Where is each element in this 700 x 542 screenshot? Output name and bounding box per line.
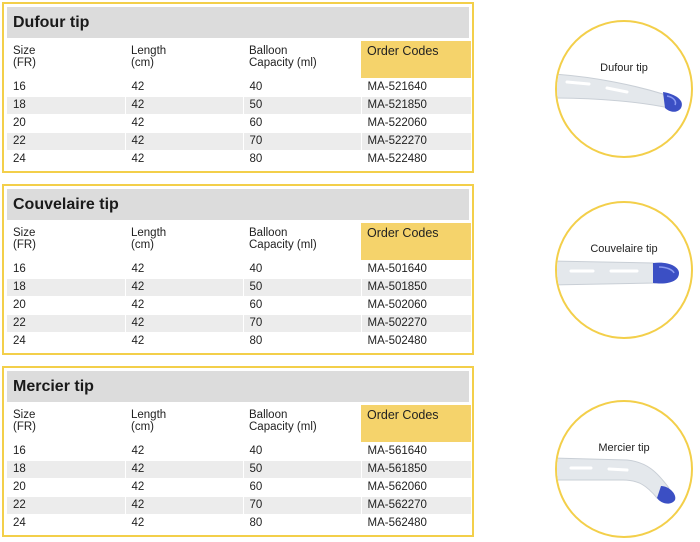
- length-header: Length (cm): [131, 409, 167, 433]
- order-code: MA-561640: [361, 443, 471, 461]
- table-row: 20 42 60 MA-562060: [7, 479, 471, 497]
- order-code: MA-502480: [361, 333, 471, 351]
- table-row: 22 42 70 MA-562270: [7, 497, 471, 515]
- table-row: 18 42 50 MA-561850: [7, 461, 471, 479]
- section-title: Dufour tip: [7, 7, 469, 38]
- order-code: MA-562480: [361, 515, 471, 533]
- dufour-tip-catheter-icon: [557, 22, 693, 158]
- order-code: MA-501640: [361, 261, 471, 279]
- table-row: 16 42 40 MA-561640: [7, 443, 471, 461]
- table-row: 20 42 60 MA-522060: [7, 115, 471, 133]
- size-header: Size (FR): [13, 45, 36, 69]
- mercier-tip-table: [7, 405, 471, 532]
- image-label: Dufour tip: [600, 62, 648, 74]
- dufour-tip-table: [7, 41, 471, 168]
- order-codes-header: Order Codes: [361, 41, 471, 79]
- order-code: MA-562270: [361, 497, 471, 515]
- order-code: MA-502270: [361, 315, 471, 333]
- dufour-tip-image: [555, 20, 693, 158]
- image-label: Couvelaire tip: [590, 243, 658, 255]
- table-row: 22 42 70 MA-522270: [7, 133, 471, 151]
- table-row: 22 42 70 MA-502270: [7, 315, 471, 333]
- order-code: MA-501850: [361, 279, 471, 297]
- table-row: 20 42 60 MA-502060: [7, 297, 471, 315]
- balloon-header: Balloon Capacity (ml): [249, 45, 317, 69]
- image-label: Mercier tip: [598, 442, 650, 454]
- section-title: Couvelaire tip: [7, 189, 469, 220]
- length-header: Length (cm): [131, 227, 167, 251]
- order-code: MA-522060: [361, 115, 471, 133]
- mercier-tip-catheter-icon: [557, 402, 693, 538]
- table-row: 16 42 40 MA-521640: [7, 79, 471, 97]
- couvelaire-tip-table: [7, 223, 471, 350]
- order-codes-header: Order Codes: [361, 223, 471, 261]
- mercier-tip-panel: [2, 366, 474, 537]
- order-code: MA-502060: [361, 297, 471, 315]
- order-code: MA-522480: [361, 151, 471, 169]
- order-code: MA-521850: [361, 97, 471, 115]
- length-header: Length (cm): [131, 45, 167, 69]
- balloon-header: Balloon Capacity (ml): [249, 227, 317, 251]
- order-code: MA-522270: [361, 133, 471, 151]
- table-row: 24 42 80 MA-522480: [7, 151, 471, 169]
- order-code: MA-562060: [361, 479, 471, 497]
- order-codes-header: Order Codes: [361, 405, 471, 443]
- mercier-tip-image: [555, 400, 693, 538]
- size-header: Size (FR): [13, 409, 36, 433]
- section-title: Mercier tip: [7, 371, 469, 402]
- couvelaire-tip-image: [555, 201, 693, 339]
- couvelaire-tip-catheter-icon: [557, 203, 693, 339]
- table-row: 18 42 50 MA-521850: [7, 97, 471, 115]
- table-row: 18 42 50 MA-501850: [7, 279, 471, 297]
- table-row: 24 42 80 MA-502480: [7, 333, 471, 351]
- balloon-header: Balloon Capacity (ml): [249, 409, 317, 433]
- couvelaire-tip-panel: [2, 184, 474, 355]
- order-code: MA-561850: [361, 461, 471, 479]
- table-row: 16 42 40 MA-501640: [7, 261, 471, 279]
- order-code: MA-521640: [361, 79, 471, 97]
- dufour-tip-panel: [2, 2, 474, 173]
- table-row: 24 42 80 MA-562480: [7, 515, 471, 533]
- size-header: Size (FR): [13, 227, 36, 251]
